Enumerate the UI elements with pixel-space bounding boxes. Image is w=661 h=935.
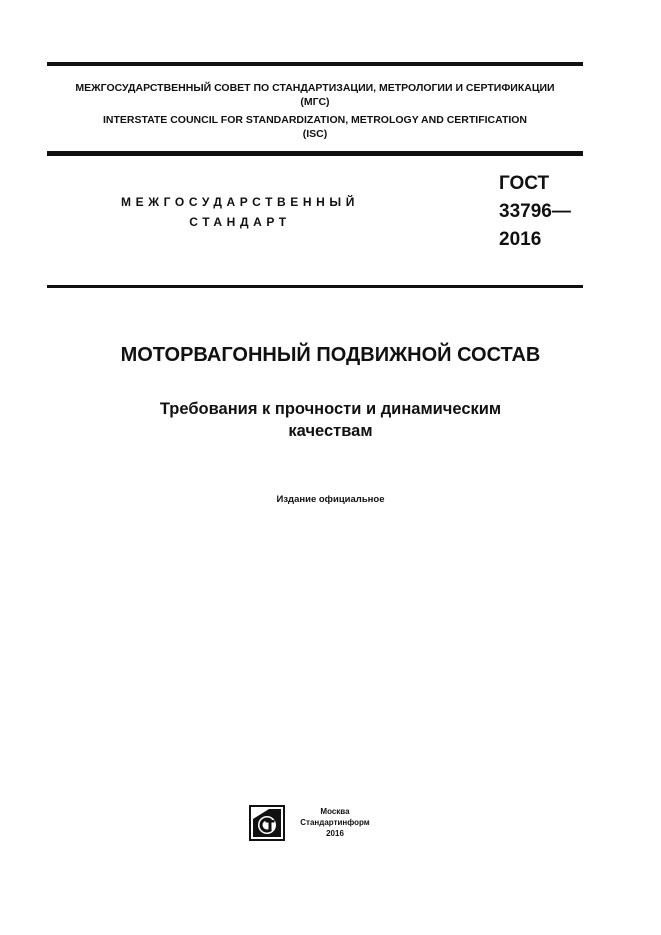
edition-label: Издание официальное [276,494,385,505]
document-title: МОТОРВАГОННЫЙ ПОДВИЖНОЙ СОСТАВ [120,344,541,366]
standartinform-logo-icon [249,805,285,841]
publisher-city: Москва [320,807,350,816]
council-name-en-text: INTERSTATE COUNCIL FOR STANDARDIZATION, METROLOGY AND CERTIFICATION [102,114,528,126]
standard-type-line2: СТАНДАРТ [189,215,291,229]
publisher-year: 2016 [326,829,344,838]
council-abbr-en: (ISC) [302,128,328,140]
subtitle-line2: качествам [288,422,373,440]
publisher-info [290,806,380,839]
gost-label: ГОСТ [499,173,550,194]
gost-year: 2016 [499,229,542,250]
standard-type-line1: МЕЖГОСУДАРСТВЕННЫЙ [121,195,359,209]
subtitle-line1: Требования к прочности и динамическим [159,400,502,418]
publisher-name: Стандартинформ [300,818,370,827]
gost-number: 33796— [499,201,571,222]
top-divider [47,62,583,66]
gost-designation [499,170,571,254]
bottom-divider [47,285,583,288]
standard-type [60,192,420,232]
document-subtitle [60,398,601,442]
council-abbr-ru: (МГС) [300,96,330,108]
council-name-ru [47,81,583,109]
council-name-ru-text: МЕЖГОСУДАРСТВЕННЫЙ СОВЕТ ПО СТАНДАРТИЗАЦИИ, МЕТРОЛОГИИ И СЕРТИФИКАЦИИ [75,82,555,94]
council-name-en [47,113,583,141]
middle-divider [47,151,583,156]
